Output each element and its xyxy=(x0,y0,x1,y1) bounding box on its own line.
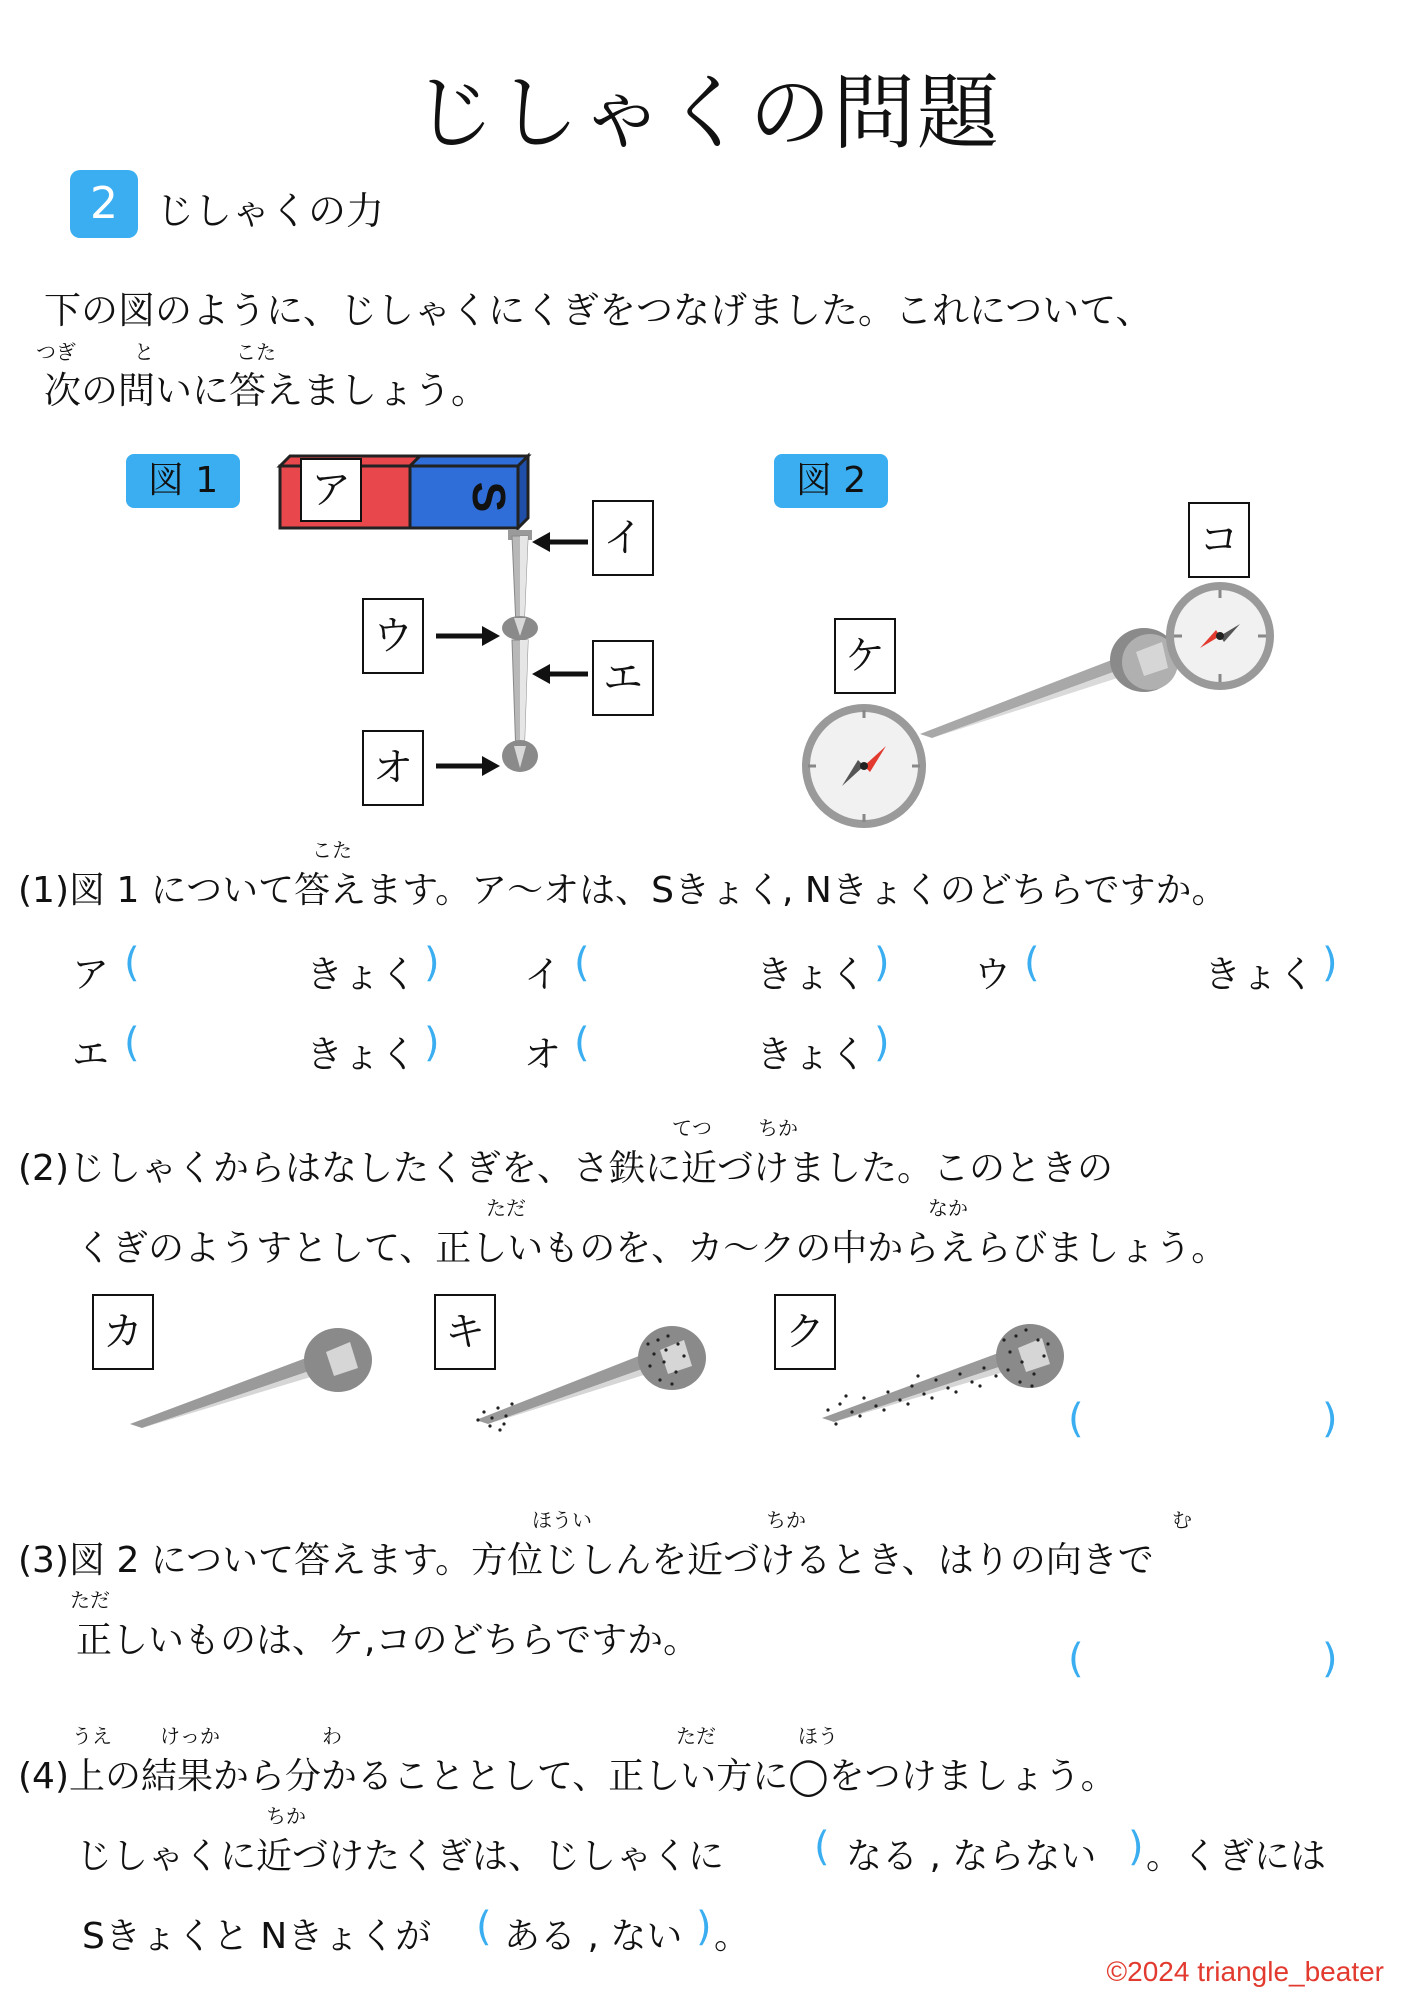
q1-label-u: ウ xyxy=(974,953,1011,996)
page-title: じしゃくの問題 xyxy=(412,66,1001,161)
q1-open-i: ( xyxy=(574,940,590,986)
q2-ruby-tetsu: てつ xyxy=(672,1116,712,1140)
q2-line-2: くぎのようすとして、正しいものを、カ〜クの中からえらびましょう。 xyxy=(76,1228,1228,1269)
q2-answer-close: ) xyxy=(1322,1396,1338,1442)
q3-ruby-chika: ちか xyxy=(766,1508,806,1532)
ruby-kota: こた xyxy=(236,340,276,364)
label-a: ア xyxy=(300,458,362,522)
figure-1-label: 図 1 xyxy=(126,454,240,508)
q2-line-1: (2)じしゃくからはなしたくぎを、さ鉄に近づけました。このときの xyxy=(18,1148,1113,1189)
intro-line-2: 次の問いに答えましょう。 xyxy=(44,369,488,412)
magnet-s-letter: S xyxy=(463,481,515,513)
intro-line-1: 下の図のように、じしゃくにくぎをつなげました。これについて、 xyxy=(44,289,1153,332)
q4-ruby-chika: ちか xyxy=(266,1804,306,1828)
hanging-nail-lower xyxy=(502,640,538,772)
ruby-tsugi: つぎ xyxy=(36,340,76,364)
label-ko: コ xyxy=(1188,502,1250,578)
q1-text: (1)図 1 について答えます。ア〜オは、Sきょく, Nきょくのどちらですか。 xyxy=(18,870,1228,911)
q4-line-2-end: 。くぎには xyxy=(1146,1836,1327,1877)
q3-answer-close: ) xyxy=(1322,1636,1338,1682)
nail-ku xyxy=(822,1324,1064,1426)
q1-open-a: ( xyxy=(124,940,140,986)
q4-choice-2[interactable]: ある , ない xyxy=(504,1916,683,1957)
q1-label-i: イ xyxy=(524,953,561,996)
q1-open-u: ( xyxy=(1024,940,1040,986)
q1-close-o: ) xyxy=(874,1020,890,1066)
q1-suffix-a: きょく xyxy=(306,953,417,996)
section-title: じしゃくの力 xyxy=(156,189,385,233)
q4-ruby-ue: うえ xyxy=(72,1724,112,1748)
q4-choice-1-open: ( xyxy=(814,1824,830,1870)
q3-line-2: 正しいものは、ケ,コのどちらですか。 xyxy=(76,1620,700,1661)
q1-suffix-e: きょく xyxy=(306,1033,417,1076)
figure-2-diagram xyxy=(800,570,1290,840)
q1-close-e: ) xyxy=(424,1020,440,1066)
figure-2-label: 図 2 xyxy=(774,454,888,508)
q1-open-e: ( xyxy=(124,1020,140,1066)
label-ke: ケ xyxy=(834,618,896,694)
q1-close-i: ) xyxy=(874,940,890,986)
q4-choice-2-close: ) xyxy=(696,1904,712,1950)
q1-label-e: エ xyxy=(72,1033,109,1076)
q4-line-3-end: 。 xyxy=(714,1916,751,1957)
q1-open-o: ( xyxy=(574,1020,590,1066)
q2-ruby-chika: ちか xyxy=(758,1116,798,1140)
option-ki: キ xyxy=(434,1294,496,1370)
q1-label-o: オ xyxy=(524,1033,561,1076)
figure-2-nail xyxy=(920,628,1178,738)
q3-ruby-tada: ただ xyxy=(70,1588,110,1612)
q1-label-a: ア xyxy=(72,953,109,996)
nail-ki xyxy=(476,1326,706,1432)
q4-line-3-start: Sきょくと Nきょくが xyxy=(82,1916,432,1957)
q3-ruby-mu: む xyxy=(1172,1508,1192,1532)
q3-answer-open: ( xyxy=(1068,1636,1084,1682)
hanging-nail-upper xyxy=(502,530,538,640)
q1-close-u: ) xyxy=(1322,940,1338,986)
q4-ruby-hou: ほう xyxy=(798,1724,838,1748)
q4-choice-2-open: ( xyxy=(476,1904,492,1950)
copyright-text: ©2024 triangle_beater xyxy=(1106,1956,1384,1987)
q3-line-1: (3)図 2 について答えます。方位じしんを近づけるとき、はりの向きで xyxy=(18,1540,1154,1581)
q3-ruby-houi: ほうい xyxy=(532,1508,592,1532)
q4-ruby-wa: わ xyxy=(322,1724,342,1748)
nail-ka xyxy=(130,1328,372,1428)
q4-choice-1-close: ) xyxy=(1128,1824,1144,1870)
compass-ko xyxy=(1170,586,1270,686)
label-u: ウ xyxy=(362,598,424,674)
q1-close-a: ) xyxy=(424,940,440,986)
q2-ruby-naka: なか xyxy=(928,1196,968,1220)
q4-line-2-start: じしゃくに近づけたくぎは、じしゃくに xyxy=(76,1836,725,1877)
compass-ke xyxy=(806,708,922,824)
label-e: エ xyxy=(592,640,654,716)
option-ka: カ xyxy=(92,1294,154,1370)
q2-ruby-tada: ただ xyxy=(486,1196,526,1220)
q1-suffix-u: きょく xyxy=(1204,953,1315,996)
q2-nails xyxy=(120,1300,1070,1440)
q4-ruby-kekka: けっか xyxy=(160,1724,220,1748)
ruby-to: と xyxy=(134,340,154,364)
q4-choice-1[interactable]: なる , ならない xyxy=(846,1836,1097,1877)
option-ku: ク xyxy=(774,1294,836,1370)
q4-ruby-tada: ただ xyxy=(676,1724,716,1748)
label-o: オ xyxy=(362,730,424,806)
q2-answer-open: ( xyxy=(1068,1396,1084,1442)
q4-line-1: (4)上の結果から分かることとして、正しい方に◯をつけましょう。 xyxy=(18,1756,1117,1797)
section-number-badge: 2 xyxy=(70,170,138,238)
q1-ruby: こた xyxy=(312,838,352,862)
label-i: イ xyxy=(592,500,654,576)
q1-suffix-o: きょく xyxy=(756,1033,867,1076)
q1-suffix-i: きょく xyxy=(756,953,867,996)
